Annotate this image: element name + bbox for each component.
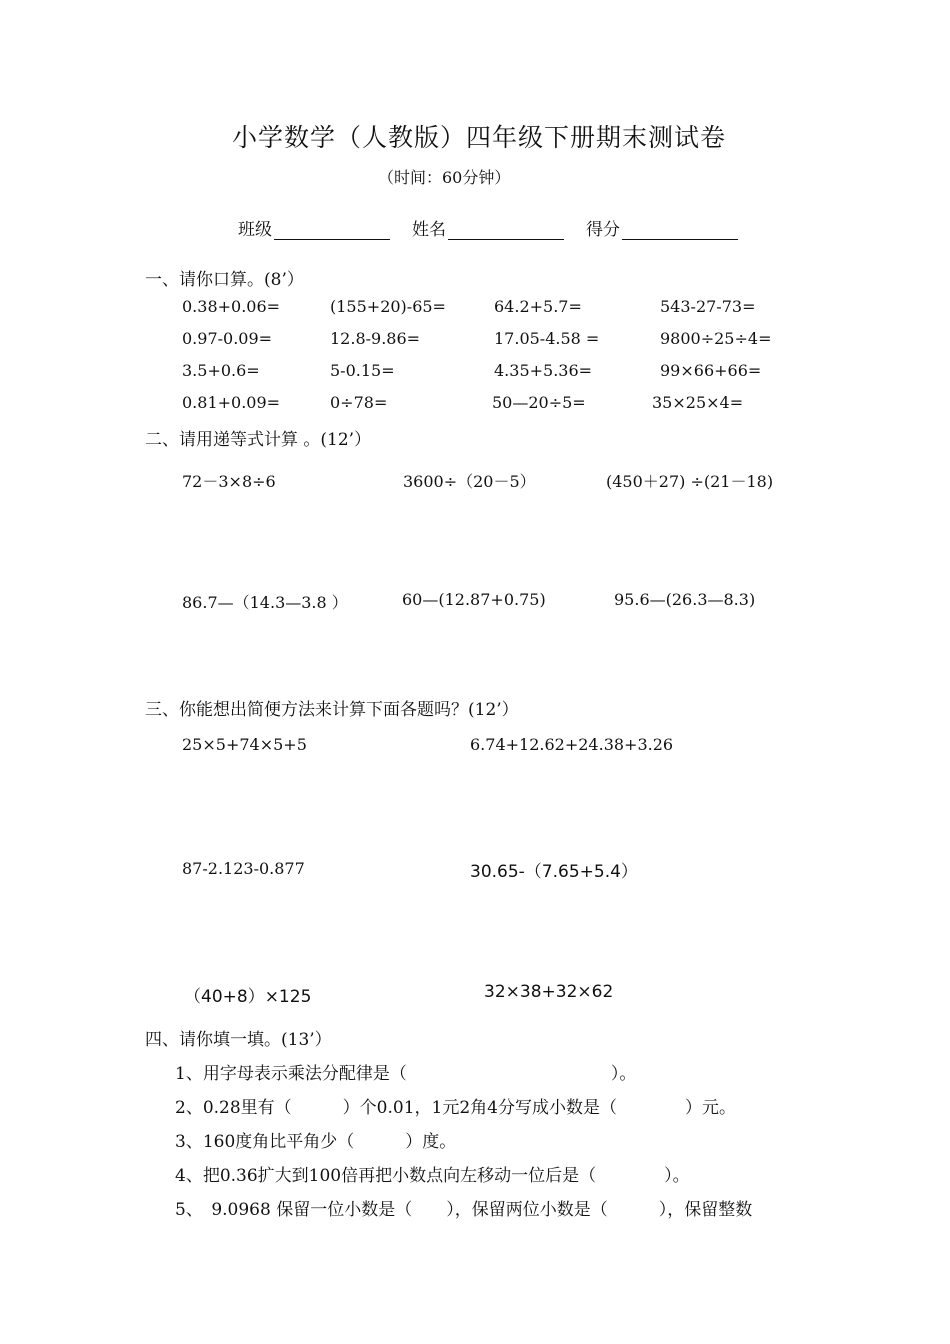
name-blank bbox=[448, 221, 564, 240]
oral-question: 64.2+5.7= bbox=[494, 297, 582, 316]
oral-question: 4.35+5.36= bbox=[494, 361, 593, 380]
section3-heading: 三、你能想出简便方法来计算下面各题吗？(12’） bbox=[145, 700, 519, 720]
calc-question: 3600÷（20－5） bbox=[403, 472, 536, 491]
oral-question: 5-0.15= bbox=[330, 361, 395, 380]
oral-question: 17.05-4.58 = bbox=[494, 329, 600, 348]
simplify-question: （40+8）×125 bbox=[184, 987, 312, 1007]
section2-heading: 二、请用递等式计算 。(12’） bbox=[145, 430, 372, 450]
simplify-question: 87-2.123-0.877 bbox=[182, 859, 305, 878]
name-label: 姓名 bbox=[412, 220, 446, 240]
oral-question: 3.5+0.6= bbox=[182, 361, 260, 380]
oral-question: 0.38+0.06= bbox=[182, 297, 281, 316]
calc-question: 72－3×8÷6 bbox=[182, 472, 276, 491]
oral-question: 35×25×4= bbox=[652, 393, 744, 412]
calc-question: 60—(12.87+0.75) bbox=[402, 590, 546, 609]
score-blank bbox=[622, 221, 738, 240]
page-title: 小学数学（人教版）四年级下册期末测试卷 bbox=[232, 123, 727, 152]
time-limit: （时间：60分钟） bbox=[378, 168, 511, 187]
simplify-question: 30.65-（7.65+5.4） bbox=[470, 862, 638, 882]
calc-question: (450＋27) ÷(21－18) bbox=[606, 472, 774, 491]
fill-question: 3、160度角比平角少（ ）度。 bbox=[175, 1132, 457, 1152]
fill-question: 4、把0.36扩大到100倍再把小数点向左移动一位后是（ ）。 bbox=[175, 1166, 690, 1186]
calc-question: 95.6—(26.3—8.3) bbox=[614, 590, 756, 609]
fill-question: 5、 9.0968 保留一位小数是（ ），保留两位小数是（ ），保留整数 bbox=[175, 1200, 753, 1220]
oral-question: 9800÷25÷4= bbox=[660, 329, 772, 348]
oral-question: 99×66+66= bbox=[660, 361, 762, 380]
section1-heading: 一、请你口算。(8’） bbox=[145, 270, 304, 290]
class-field bbox=[238, 215, 390, 240]
oral-question: 50—20÷5= bbox=[492, 393, 586, 412]
fill-question: 2、0.28里有（ ）个0.01，1元2角4分写成小数是（ ）元。 bbox=[175, 1098, 736, 1118]
simplify-question: 25×5+74×5+5 bbox=[182, 735, 307, 754]
score-field bbox=[586, 215, 738, 240]
simplify-question: 6.74+12.62+24.38+3.26 bbox=[470, 735, 674, 754]
section4-heading: 四、请你填一填。(13’） bbox=[145, 1030, 332, 1050]
calc-question: 86.7—（14.3—3.8 ） bbox=[182, 593, 348, 612]
oral-question: (155+20)-65= bbox=[330, 297, 446, 316]
fill-question: 1、用字母表示乘法分配律是（ ）。 bbox=[175, 1064, 637, 1084]
oral-question: 0.81+0.09= bbox=[182, 393, 281, 412]
oral-question: 543-27-73= bbox=[660, 297, 756, 316]
simplify-question: 32×38+32×62 bbox=[484, 982, 614, 1002]
oral-question: 0.97-0.09= bbox=[182, 329, 273, 348]
oral-question: 12.8-9.86= bbox=[330, 329, 421, 348]
name-field bbox=[412, 215, 564, 240]
class-blank bbox=[274, 221, 390, 240]
oral-question: 0÷78= bbox=[330, 393, 388, 412]
score-label: 得分 bbox=[586, 220, 620, 240]
class-label: 班级 bbox=[238, 220, 272, 240]
